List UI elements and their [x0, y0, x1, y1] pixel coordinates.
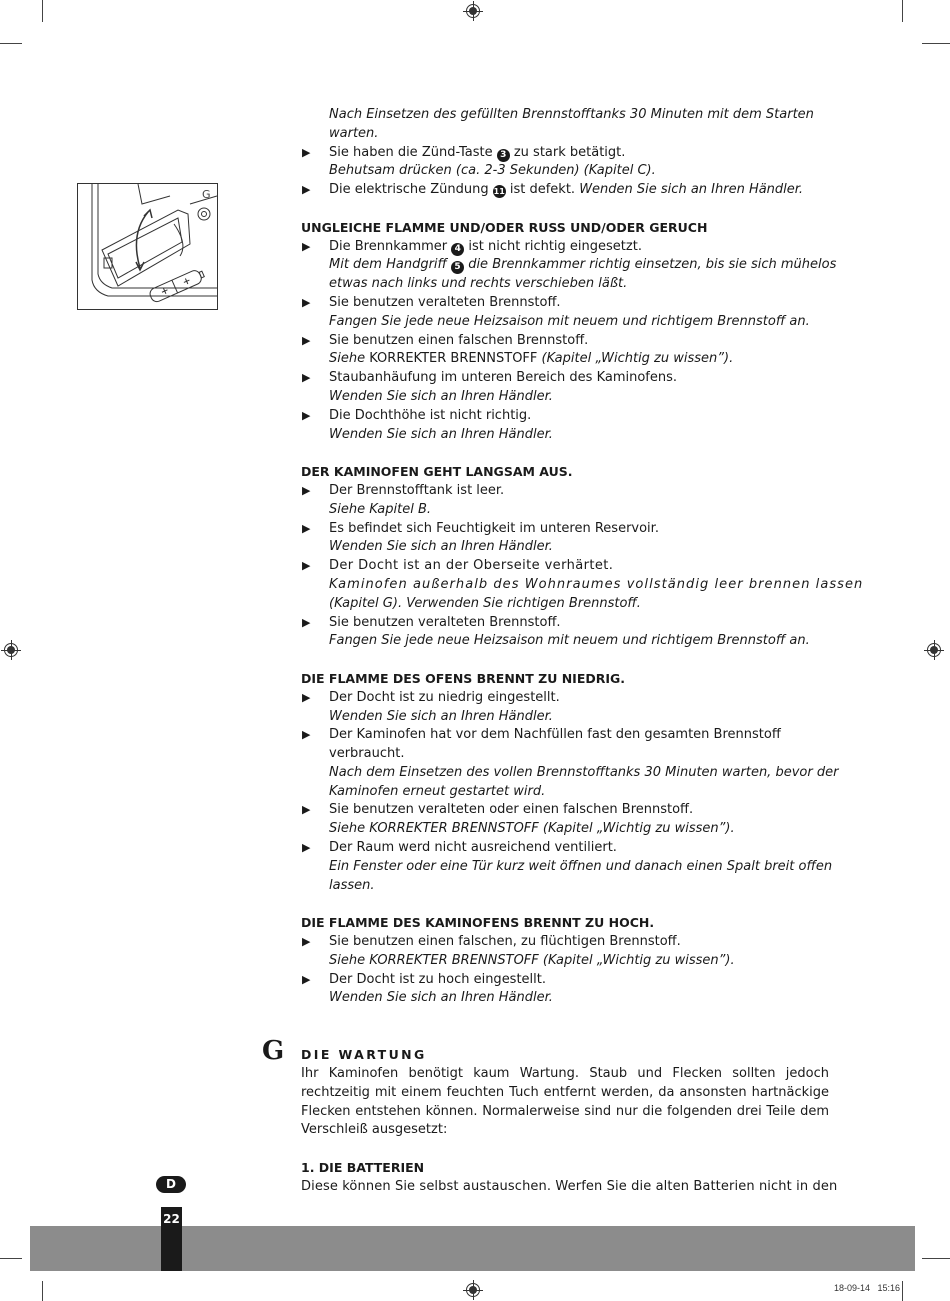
cause-text: Sie benutzen veralteten Brennstoff. [329, 614, 561, 630]
cause-text: Sie haben die Zünd-Taste [329, 144, 497, 160]
remedy-text: Siehe KORREKTER BRENNSTOFF (Kapitel „Wichtig zu wissen”). [329, 821, 735, 837]
crop-mark [42, 0, 43, 22]
remedy-text: Kaminofen außerhalb des Wohnraumes vollständig leer brennen lassen [329, 576, 864, 592]
cause-text: ist nicht richtig eingesetzt. [464, 238, 642, 254]
list-item [301, 181, 831, 200]
cause-text: Sie benutzen veralteten Brennstoff. [329, 294, 561, 310]
list-item [301, 294, 831, 313]
list-item [301, 726, 831, 745]
bullet-arrow-icon: ▶ [302, 483, 311, 497]
bullet-arrow-icon: ▶ [302, 333, 311, 347]
bullet-arrow-icon: ▶ [302, 183, 311, 197]
cause-text: Sie benutzen einen falschen, zu flüchtigen Brennstoff. [329, 934, 681, 950]
remedy-text: Wenden Sie sich an Ihren Händler. [329, 990, 553, 1006]
cause-text: Es befindet sich Feuchtigkeit im unteren Reservoir. [329, 520, 659, 536]
list-item [301, 238, 831, 257]
part-number-badge: 3 [497, 149, 510, 162]
paragraph: Ihr Kaminofen benötigt kaum Wartung. Staub und Flecken sollten jedoch rechtzeitig mit einem feuchten Tuch entfernt werden, da ansonsten hartnäckige Flecken entstehen können. Normalerweise sind nur die folgenden drei Teile dem Verschleiß ausgesetzt: [301, 1066, 829, 1138]
remedy-text [301, 350, 831, 369]
remedy-text: Nach dem Einsetzen des vollen Brennstofftanks 30 Minuten warten, bevor der [329, 764, 839, 780]
remedy-text: Wenden Sie sich an Ihren Händler. [329, 539, 553, 555]
cause-text: zu stark betätigt. [509, 144, 626, 160]
bullet-arrow-icon: ▶ [302, 972, 311, 986]
remedy-text: Wenden Sie sich an Ihren Händler. [329, 388, 553, 404]
crop-mark [0, 1258, 22, 1259]
cause-text: Die elektrische Zündung [329, 182, 493, 198]
battery-compartment-illustration [77, 183, 218, 310]
remedy-text: Fangen Sie jede neue Heizsaison mit neuem und richtigem Brennstoff an. [329, 633, 810, 649]
cause-text: verbraucht. [329, 746, 405, 762]
chapter-body [301, 1065, 838, 1197]
cause-text: Die Brennkammer [329, 238, 452, 254]
cause-text: Der Kaminofen hat vor dem Nachfüllen fast den gesamten Brennstoff [329, 727, 781, 743]
section-heading: DIE FLAMME DES KAMINOFENS BRENNT ZU HOCH. [301, 915, 655, 931]
print-timestamp: 18-09-14 15:16 [834, 1283, 901, 1293]
cause-text: Der Raum werd nicht ausreichend ventiliert. [329, 840, 617, 856]
registration-mark-icon [4, 643, 18, 657]
crop-mark [42, 1281, 43, 1301]
crop-mark [902, 1281, 903, 1301]
part-number-badge: 11 [493, 187, 505, 197]
cause-text: Sie benutzen einen falschen Brennstoff. [329, 332, 589, 348]
bullet-arrow-icon: ▶ [302, 408, 311, 422]
section-heading: UNGLEICHE FLAMME UND/ODER RUSS UND/ODER GERUCH [301, 219, 708, 235]
remedy-text: Behutsam drücken (ca. 2-3 Sekunden) (Kapitel C). [329, 163, 656, 179]
list-item [301, 520, 831, 539]
bullet-arrow-icon: ▶ [302, 559, 311, 573]
bullet-arrow-icon: ▶ [302, 728, 311, 742]
bullet-arrow-icon: ▶ [302, 145, 311, 159]
remedy-text: Fangen Sie jede neue Heizsaison mit neuem und richtigem Brennstoff an. [329, 313, 810, 329]
registration-mark-icon [466, 4, 480, 18]
bullet-arrow-icon: ▶ [302, 521, 311, 535]
chapter-title: DIE WARTUNG [301, 1047, 427, 1062]
cause-text: Die Dochthöhe ist nicht richtig. [329, 407, 532, 423]
registration-mark-icon [927, 643, 941, 657]
registration-mark-icon [466, 1283, 480, 1297]
bullet-arrow-icon: ▶ [302, 295, 311, 309]
remedy-text: lassen. [329, 877, 375, 893]
list-item [301, 407, 831, 426]
crop-mark [902, 0, 903, 22]
section-heading: DER KAMINOFEN GEHT LANGSAM AUS. [301, 464, 573, 480]
cause-text: Staubanhäufung im unteren Bereich des Kaminofens. [329, 370, 678, 386]
bullet-arrow-icon: ▶ [302, 615, 311, 629]
list-item [301, 933, 831, 952]
remedy-text-part: KORREKTER BRENNSTOFF [369, 351, 538, 367]
crop-mark [922, 1258, 950, 1259]
part-number-badge: 4 [451, 243, 464, 256]
list-item [301, 482, 831, 501]
list-item [301, 839, 831, 858]
remedy-text: Siehe Kapitel B. [329, 501, 432, 517]
bullet-arrow-icon: ▶ [302, 935, 311, 949]
subsection-heading: 1. DIE BATTERIEN [301, 1159, 425, 1175]
bullet-arrow-icon: ▶ [302, 239, 311, 253]
bullet-arrow-icon: ▶ [302, 803, 311, 817]
remedy-text-part: Siehe [329, 351, 370, 367]
troubleshooting-content [301, 106, 864, 1008]
part-number-badge: 5 [451, 261, 464, 274]
cause-text: Der Brennstofftank ist leer. [329, 482, 505, 498]
chapter-letter: G [262, 1036, 285, 1066]
remedy-text-part: die Brennkammer richtig einsetzen, bis sie sich mühelos [464, 257, 837, 273]
bullet-arrow-icon: ▶ [302, 841, 311, 855]
section-heading: DIE FLAMME DES OFENS BRENNT ZU NIEDRIG. [301, 670, 626, 686]
bullet-arrow-icon: ▶ [302, 371, 311, 385]
remedy-text: Wenden Sie sich an Ihren Händler. [579, 182, 804, 198]
cause-text: Sie benutzen veralteten oder einen falschen Brennstoff. [329, 802, 694, 818]
crop-mark [922, 43, 950, 44]
remedy-text: Ein Fenster oder eine Tür kurz weit öffnen und danach einen Spalt breit offen [329, 858, 833, 874]
list-item [301, 332, 831, 351]
page-number: 22 [163, 1212, 180, 1226]
remedy-text-part: Mit dem Handgriff [329, 257, 452, 273]
remedy-text: Wenden Sie sich an Ihren Händler. [329, 426, 553, 442]
remedy-text [301, 256, 837, 275]
list-item [301, 801, 831, 820]
remedy-text: Wenden Sie sich an Ihren Händler. [329, 708, 553, 724]
language-badge: D [156, 1176, 186, 1193]
remedy-text: (Kapitel G). Verwenden Sie richtigen Brennstoff. [329, 595, 641, 611]
list-item [301, 369, 831, 388]
cause-text: Der Docht ist zu hoch eingestellt. [329, 971, 547, 987]
illustration-label: G [202, 188, 211, 201]
cause-text: ist defekt. [505, 182, 580, 198]
remedy-text: etwas nach links und rechts verschieben läßt. [329, 276, 628, 292]
intro-text-line: warten. [329, 125, 379, 141]
list-item [301, 689, 831, 708]
remedy-text: Kaminofen erneut gestartet wird. [329, 783, 546, 799]
intro-text-line: Nach Einsetzen des gefüllten Brennstofftanks 30 Minuten mit dem Starten [329, 107, 814, 122]
remedy-text: Siehe KORREKTER BRENNSTOFF (Kapitel „Wichtig zu wissen”). [329, 952, 735, 968]
list-item [301, 557, 831, 576]
remedy-text-part: (Kapitel „Wichtig zu wissen”). [537, 351, 734, 367]
bullet-arrow-icon: ▶ [302, 690, 311, 704]
crop-mark [0, 43, 22, 44]
paragraph: Diese können Sie selbst austauschen. Werfen Sie die alten Batterien nicht in den [301, 1178, 838, 1194]
list-item [301, 971, 831, 990]
list-item [301, 614, 831, 633]
list-item [301, 144, 831, 163]
battery-compartment-drawing [78, 184, 217, 309]
cause-text: Der Docht ist an der Oberseite verhärtet. [329, 558, 614, 574]
cause-text: Der Docht ist zu niedrig eingestellt. [329, 689, 560, 705]
